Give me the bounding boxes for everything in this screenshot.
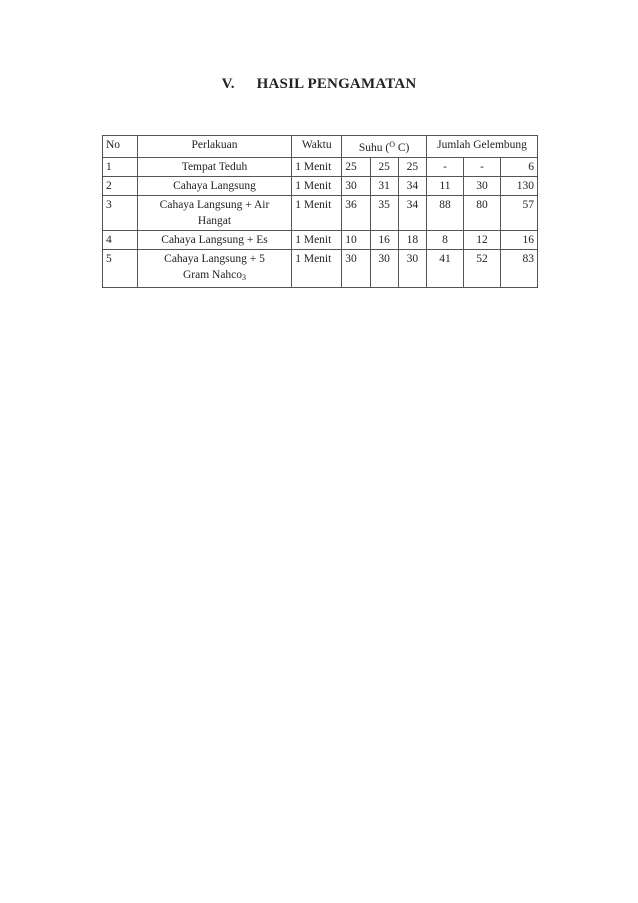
header-jumlah-gelembung: Jumlah Gelembung bbox=[427, 136, 538, 158]
header-suhu-prefix: Suhu ( bbox=[358, 142, 390, 154]
cell-suhu: 36 bbox=[342, 196, 370, 231]
cell-suhu: 25 bbox=[342, 158, 370, 177]
cell-perlakuan-line1: Cahaya Langsung + 5 bbox=[164, 253, 265, 265]
section-number: V. bbox=[221, 76, 235, 92]
cell-gelembung: 12 bbox=[464, 231, 501, 250]
table-row bbox=[103, 231, 538, 250]
cell-waktu: 1 Menit bbox=[292, 158, 342, 177]
cell-waktu: 1 Menit bbox=[292, 231, 342, 250]
cell-no: 3 bbox=[103, 196, 138, 231]
cell-suhu: 31 bbox=[370, 177, 398, 196]
cell-gelembung: 8 bbox=[427, 231, 464, 250]
cell-gelembung: - bbox=[427, 158, 464, 177]
cell-perlakuan bbox=[137, 196, 291, 231]
cell-suhu: 25 bbox=[398, 158, 426, 177]
cell-suhu: 30 bbox=[342, 177, 370, 196]
cell-gelembung: 83 bbox=[500, 250, 537, 288]
cell-perlakuan-line2 bbox=[141, 267, 288, 286]
cell-suhu: 34 bbox=[398, 196, 426, 231]
table-row bbox=[103, 158, 538, 177]
header-suhu bbox=[342, 136, 427, 158]
cell-no: 1 bbox=[103, 158, 138, 177]
cell-suhu: 25 bbox=[370, 158, 398, 177]
section-heading bbox=[0, 76, 638, 93]
cell-suhu: 35 bbox=[370, 196, 398, 231]
table-row bbox=[103, 177, 538, 196]
cell-gelembung: 130 bbox=[500, 177, 537, 196]
cell-gelembung: 6 bbox=[500, 158, 537, 177]
cell-suhu: 34 bbox=[398, 177, 426, 196]
cell-suhu: 30 bbox=[398, 250, 426, 288]
header-waktu: Waktu bbox=[292, 136, 342, 158]
header-perlakuan: Perlakuan bbox=[137, 136, 291, 158]
chem-subscript: 3 bbox=[242, 273, 247, 282]
cell-waktu: 1 Menit bbox=[292, 250, 342, 288]
cell-gelembung: - bbox=[464, 158, 501, 177]
cell-gelembung: 88 bbox=[427, 196, 464, 231]
cell-perlakuan-line2: Hangat bbox=[197, 215, 232, 227]
table-row bbox=[103, 250, 538, 288]
cell-waktu: 1 Menit bbox=[292, 177, 342, 196]
cell-perlakuan: Cahaya Langsung + Es bbox=[137, 231, 291, 250]
cell-no: 2 bbox=[103, 177, 138, 196]
cell-gelembung: 16 bbox=[500, 231, 537, 250]
observation-table bbox=[102, 135, 538, 288]
cell-gelembung: 11 bbox=[427, 177, 464, 196]
section-title: HASIL PENGAMATAN bbox=[256, 76, 417, 92]
cell-suhu: 10 bbox=[342, 231, 370, 250]
cell-suhu: 30 bbox=[342, 250, 370, 288]
cell-gelembung: 52 bbox=[464, 250, 501, 288]
cell-perlakuan-line1: Cahaya Langsung + Air bbox=[159, 199, 270, 211]
table-header-row bbox=[103, 136, 538, 158]
header-suhu-suffix: C) bbox=[395, 142, 410, 154]
cell-suhu: 18 bbox=[398, 231, 426, 250]
cell-perlakuan: Tempat Teduh bbox=[137, 158, 291, 177]
perlakuan-line2-text: Gram Nahco bbox=[182, 269, 243, 281]
cell-no: 5 bbox=[103, 250, 138, 288]
header-suhu-sup: O bbox=[389, 140, 396, 149]
cell-gelembung: 41 bbox=[427, 250, 464, 288]
cell-no: 4 bbox=[103, 231, 138, 250]
table-row bbox=[103, 196, 538, 231]
header-no: No bbox=[103, 136, 138, 158]
cell-gelembung: 30 bbox=[464, 177, 501, 196]
cell-gelembung: 57 bbox=[500, 196, 537, 231]
cell-waktu: 1 Menit bbox=[292, 196, 342, 231]
cell-gelembung: 80 bbox=[464, 196, 501, 231]
cell-perlakuan: Cahaya Langsung bbox=[137, 177, 291, 196]
cell-suhu: 16 bbox=[370, 231, 398, 250]
cell-suhu: 30 bbox=[370, 250, 398, 288]
cell-perlakuan bbox=[137, 250, 291, 288]
